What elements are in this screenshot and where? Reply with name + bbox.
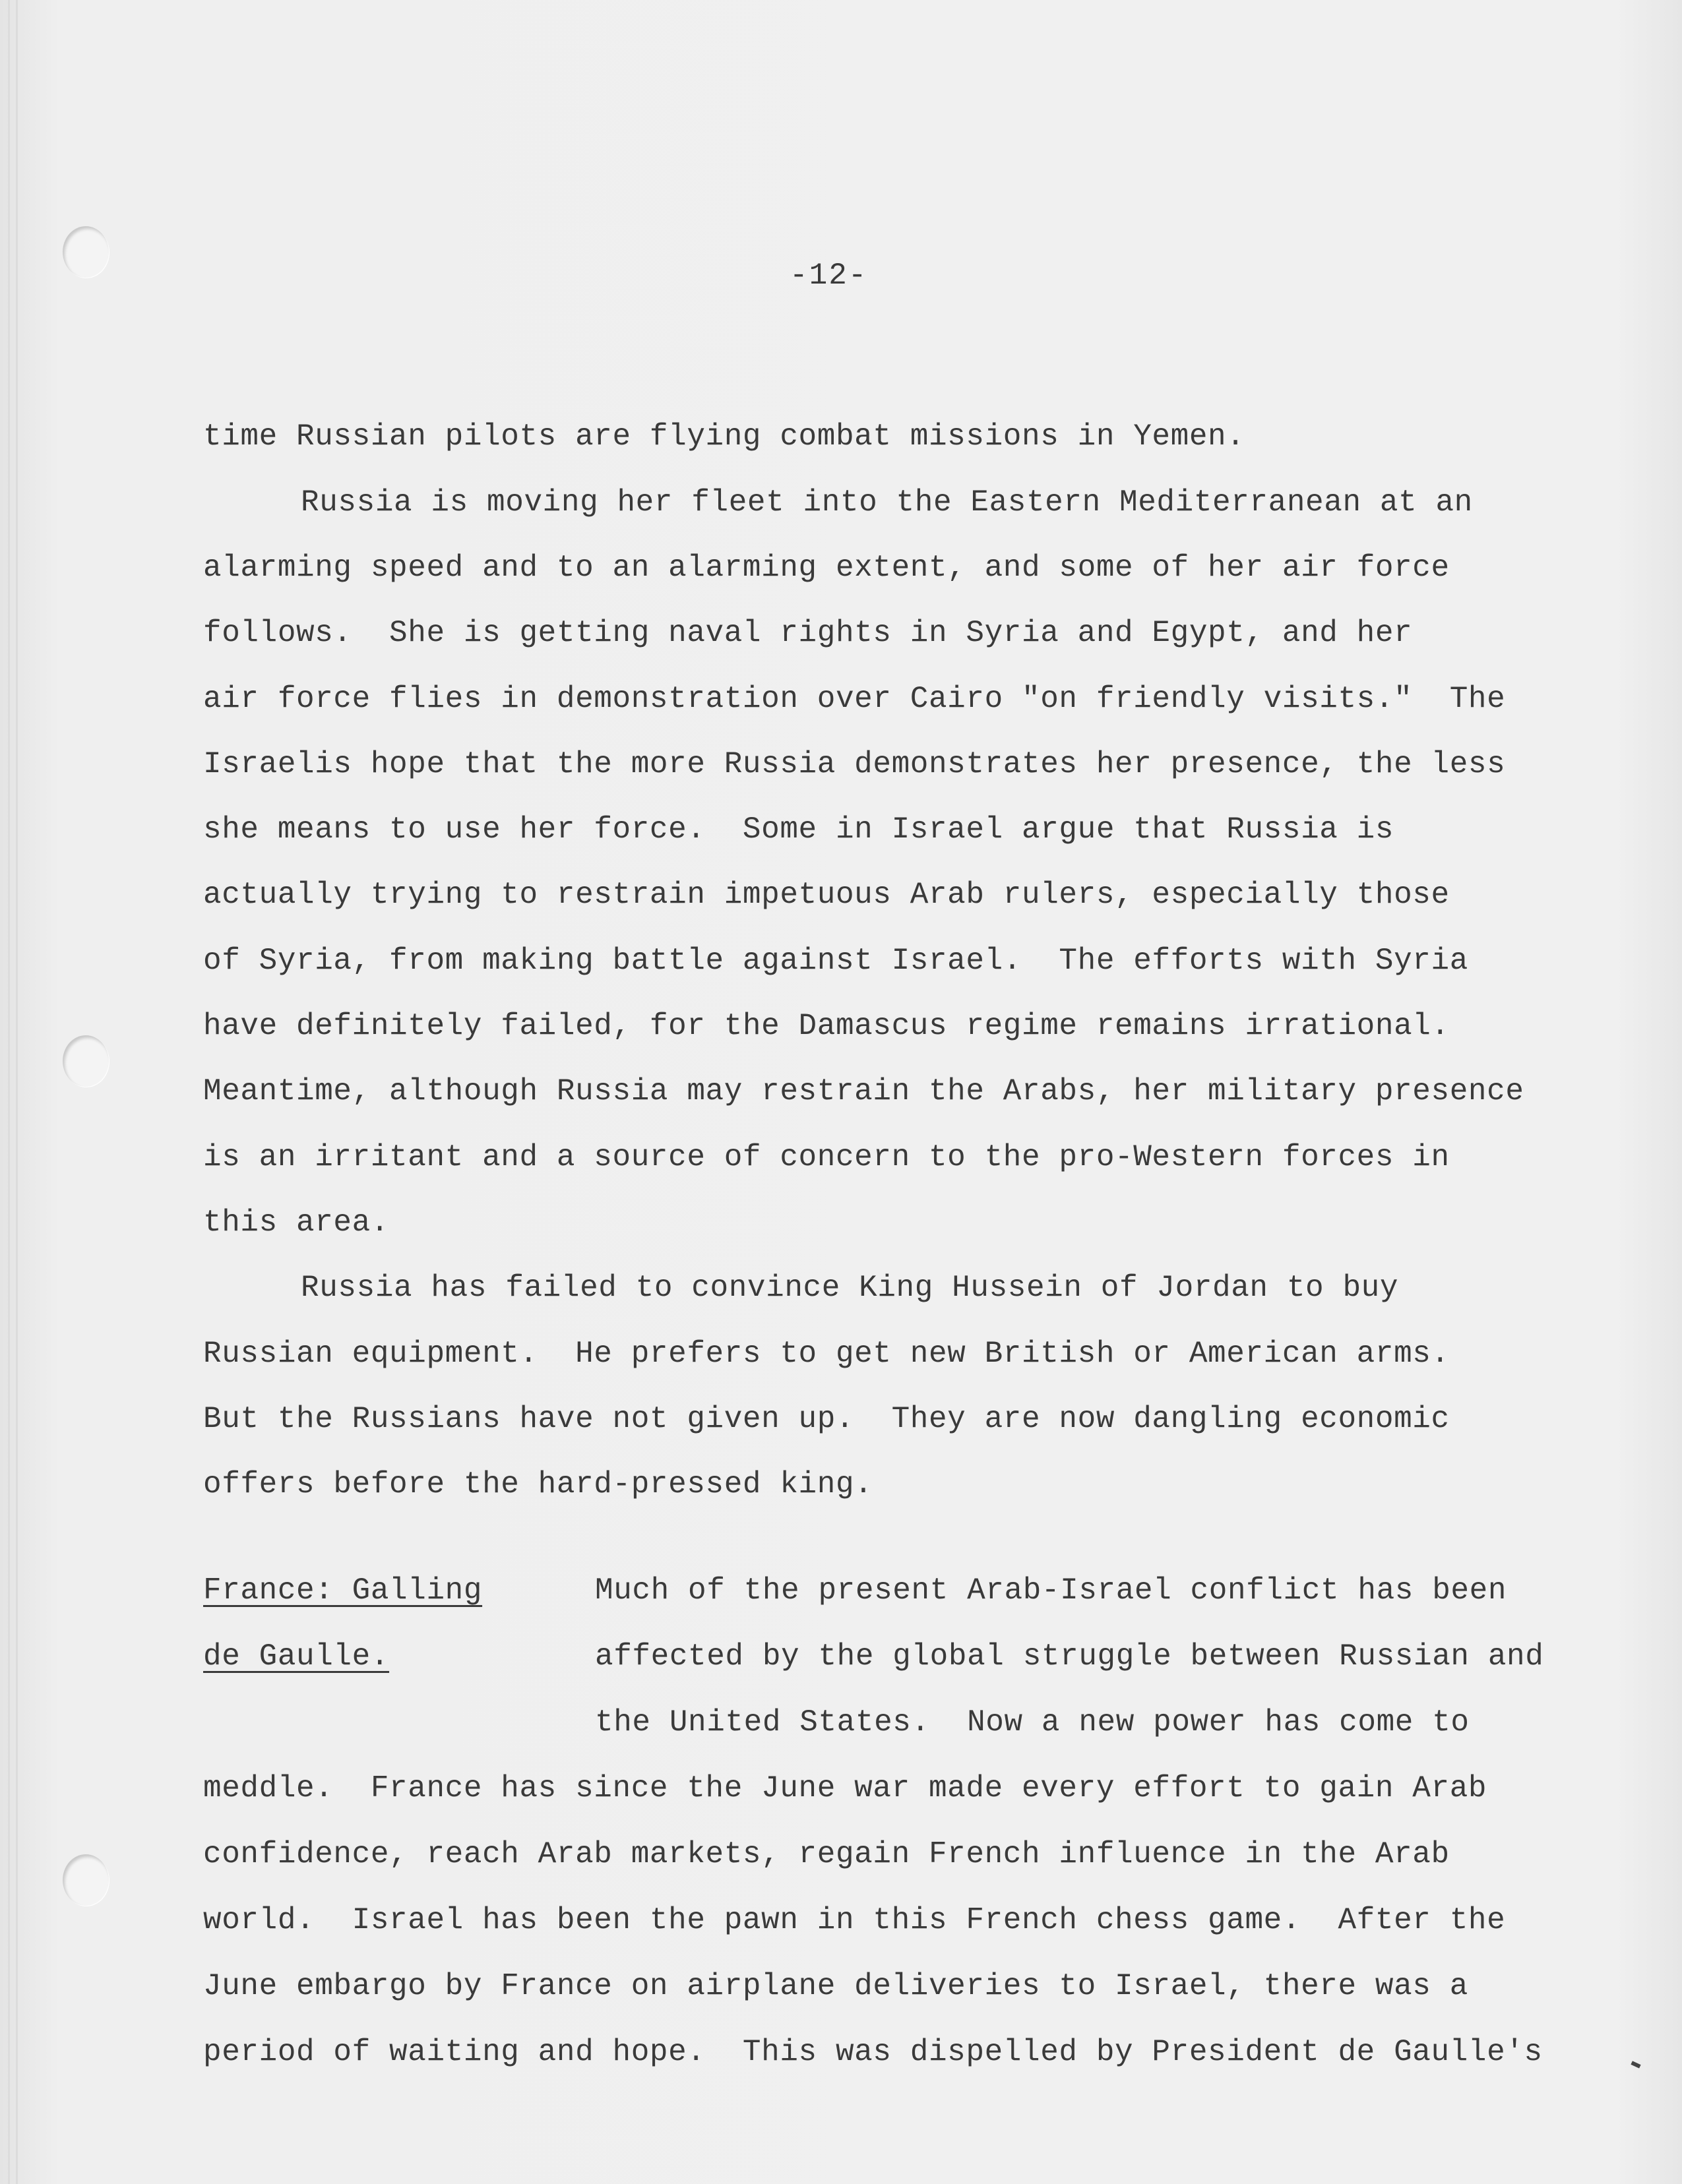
- text-line: time Russian pilots are flying combat missions in Yemen.: [203, 419, 1245, 454]
- text-line: world. Israel has been the pawn in this French chess game. After the: [203, 1903, 1506, 1937]
- text-line: have definitely failed, for the Damascus regime remains irrational.: [203, 1009, 1450, 1043]
- text-line: Israelis hope that the more Russia demonstrates her presence, the less: [203, 747, 1506, 781]
- text-line: of Syria, from making battle against Israel. The efforts with Syria: [203, 944, 1468, 978]
- page-number: -12-: [790, 258, 868, 293]
- text-line: actually trying to restrain impetuous Arab rulers, especially those: [203, 878, 1450, 912]
- text-line: this area.: [203, 1205, 390, 1240]
- text-line: June embargo by France on airplane deliveries to Israel, there was a: [203, 1969, 1468, 2003]
- text-line: offers before the hard-pressed king.: [203, 1467, 873, 1502]
- text-line: affected by the global struggle between Russian and: [595, 1639, 1544, 1674]
- binder-hole: [63, 1035, 109, 1087]
- text-line: Russian equipment. He prefers to get new British or American arms.: [203, 1337, 1450, 1371]
- text-line: she means to use her force. Some in Israel argue that Russia is: [203, 812, 1394, 847]
- text-line: alarming speed and to an alarming extent, and some of her air force: [203, 551, 1450, 585]
- text-line: meddle. France has since the June war made every effort to gain Arab: [203, 1771, 1487, 1805]
- binder-hole: [63, 226, 109, 278]
- text-line: confidence, reach Arab markets, regain French influence in the Arab: [203, 1837, 1450, 1871]
- text-line: But the Russians have not given up. They are now dangling economic: [203, 1402, 1450, 1436]
- section-sidehead: France: Galling: [203, 1573, 483, 1608]
- text-line: Meantime, although Russia may restrain the Arabs, her military presence: [203, 1074, 1524, 1108]
- page-edge-line: [16, 0, 18, 2184]
- text-line: Russia has failed to convince King Hussein of Jordan to buy: [301, 1271, 1399, 1305]
- text-line: Much of the present Arab-Israel conflict has been: [595, 1573, 1507, 1608]
- section-sidehead: de Gaulle.: [203, 1639, 390, 1674]
- text-line: air force flies in demonstration over Cairo "on friendly visits." The: [203, 682, 1506, 716]
- text-line: the United States. Now a new power has come to: [595, 1705, 1470, 1740]
- text-line: follows. She is getting naval rights in Syria and Egypt, and her: [203, 616, 1413, 650]
- binder-hole: [63, 1854, 109, 1906]
- text-line: Russia is moving her fleet into the Eastern Mediterranean at an: [301, 485, 1473, 520]
- text-line: period of waiting and hope. This was dispelled by President de Gaulle's: [203, 2035, 1543, 2069]
- page-edge-line: [8, 0, 10, 2184]
- text-line: is an irritant and a source of concern to the pro-Western forces in: [203, 1140, 1450, 1174]
